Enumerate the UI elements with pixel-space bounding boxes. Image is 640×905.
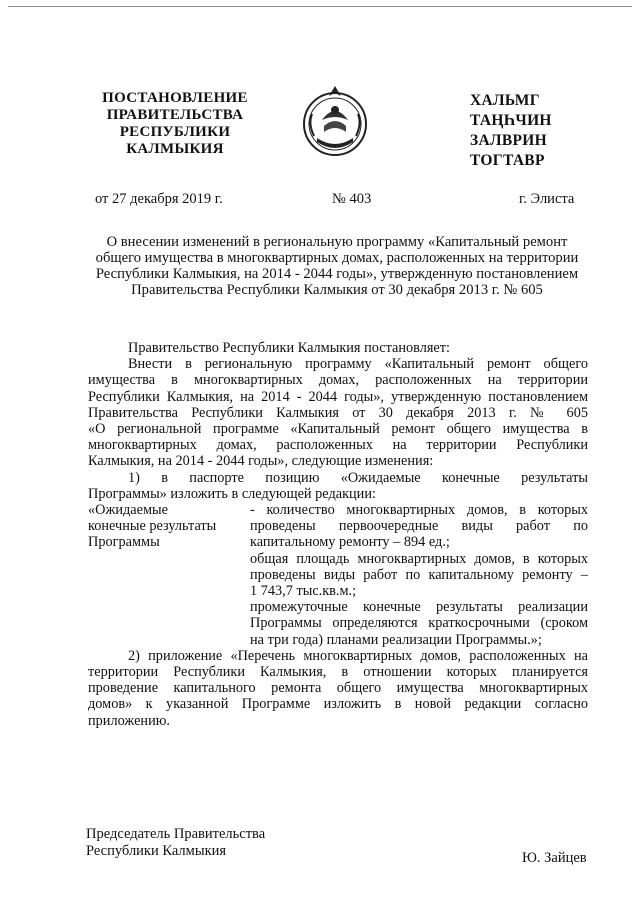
header-russian — [100, 90, 250, 158]
body-line: проведение капитального ремонта общего имущества многоквартирных — [88, 680, 588, 697]
body-line: территории Республики Калмыкия, в отношении которых планируется — [88, 664, 588, 681]
body-paragraph-changes — [88, 356, 588, 469]
table-cell-line: общая площадь многоквартирных домов, в которых — [250, 550, 588, 567]
title-line: общего имущества в многоквартирных домах, расположенных на территории — [95, 250, 579, 266]
signature-position-line: Председатель Правительства — [86, 826, 266, 842]
coat-of-arms-emblem-icon — [300, 80, 370, 158]
document-body — [88, 340, 588, 729]
table-left-column — [88, 502, 250, 648]
table-cell-line: на три года) планами реализации Программы.»; — [250, 631, 542, 648]
header-line: ТАҢҺЧИН — [470, 112, 552, 129]
table-cell-line: проведены виды работ по капитальному ремонту – — [250, 566, 588, 583]
title-line: Республики Калмыкия, на 2014 - 2044 годы», утвержденную постановлением — [95, 266, 579, 282]
document-date: от 27 декабря 2019 г. — [95, 191, 223, 207]
document-city: г. Элиста — [519, 191, 575, 207]
header-line: КАЛМЫКИЯ — [126, 141, 224, 157]
header-line: ТОГТАВР — [470, 152, 545, 169]
signature-name: Ю. Зайцев — [522, 850, 587, 866]
document-title — [92, 234, 582, 298]
signature-position-line: Республики Калмыкия — [86, 843, 227, 859]
body-line: многоквартирных домах, расположенных на территории Республики — [88, 437, 588, 454]
body-paragraph: Правительство Республики Калмыкия постановляет: — [128, 340, 450, 356]
table-cell-line: Программы — [88, 534, 160, 551]
title-line: О внесении изменений в региональную программу «Капитальный ремонт — [106, 234, 568, 250]
body-line: приложению. — [88, 712, 170, 729]
table-cell-line: Программы определяются краткосрочными (сроком — [250, 615, 588, 632]
table-cell-line: конечные результаты — [88, 518, 217, 535]
table-cell-line: - количество многоквартирных домов, в которых — [250, 502, 588, 519]
header-line: ПОСТАНОВЛЕНИЕ — [102, 90, 248, 106]
table-cell-line: «Ожидаемые — [88, 502, 168, 519]
header-line: РЕСПУБЛИКИ — [119, 124, 231, 140]
top-border-line — [8, 6, 632, 7]
item-2 — [88, 648, 588, 729]
body-line: домов» к указанной Программе изложить в новой редакции согласно — [88, 696, 588, 713]
table-cell-line: 1 743,7 тыс.кв.м.; — [250, 583, 357, 600]
title-line: Правительства Республики Калмыкия от 30 декабря 2013 г. № 605 — [131, 282, 543, 298]
item-1 — [88, 470, 588, 502]
passport-table — [88, 502, 588, 648]
body-line: Внести в региональную программу «Капитальный ремонт общего — [128, 356, 588, 373]
body-line: Республики Калмыкия, на 2014 - 2044 годы», утвержденную постановлением — [88, 388, 588, 405]
document-number: № 403 — [332, 191, 372, 207]
body-line: 2) приложение «Перечень многоквартирных домов, расположенных на — [128, 647, 588, 664]
body-line: Правительства Республики Калмыкия от 30 декабря 2013 г. № 605 — [88, 404, 588, 421]
header-line: ЗАЛВРИН — [470, 132, 547, 149]
body-line: имущества в многоквартирных домах, расположенных на территории — [88, 372, 588, 389]
table-cell-line: проведены первоочередные виды работ по — [250, 518, 588, 535]
body-line: Программы» изложить в следующей редакции: — [88, 485, 376, 502]
table-cell-line: промежуточные конечные результаты реализации — [250, 599, 588, 616]
table-cell-line: капитальному ремонту – 894 ед.; — [250, 534, 450, 551]
signature-position — [86, 826, 265, 860]
body-line: «О региональной программе «Капитальный ремонт общего имущества в — [88, 421, 588, 438]
header-line: ПРАВИТЕЛЬСТВА — [106, 107, 244, 123]
header-line: ХАЛЬМГ — [470, 92, 540, 109]
body-line: Калмыкия, на 2014 - 2044 годы», следующие изменения: — [88, 453, 434, 470]
body-line: 1) в паспорте позицию «Ожидаемые конечные результаты — [128, 469, 588, 486]
header-kalmyk — [470, 91, 578, 171]
table-right-column — [250, 502, 588, 648]
